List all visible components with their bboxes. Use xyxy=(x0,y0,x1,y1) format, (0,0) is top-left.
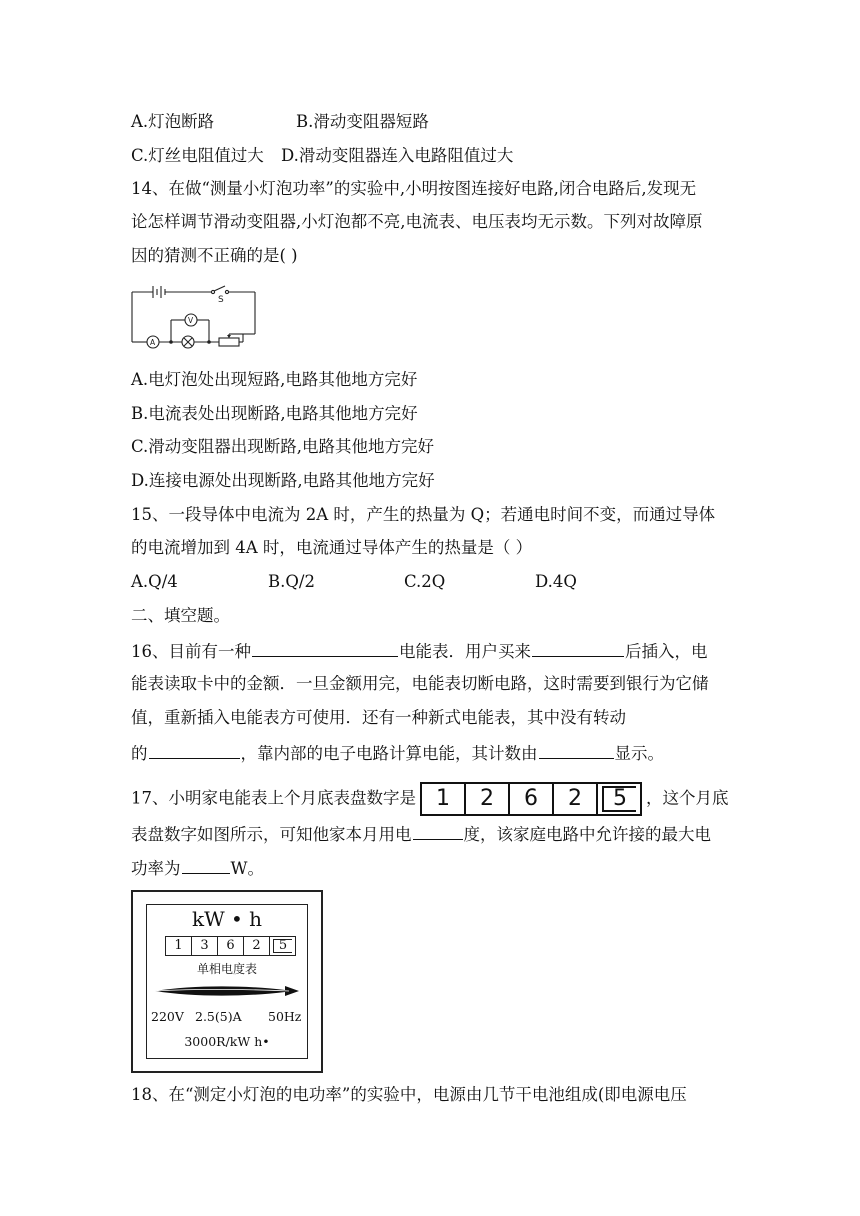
q16-line-1: 16、目前有一种 电能表．用户买来 后插入，电 xyxy=(131,639,708,663)
q17-line-3: 功率为 W。 xyxy=(131,856,264,880)
q14-stem-line-3: 因的猜测不正确的是( ) xyxy=(131,246,298,265)
meter-reading: 1 3 6 2 5 xyxy=(165,936,296,956)
meter-frequency: 50Hz xyxy=(268,1009,302,1024)
q15-option-a: A.Q/4 xyxy=(131,572,178,591)
ammeter-label: A xyxy=(150,338,156,347)
q17-line-2: 表盘数字如图所示，可知他家本月用电 度，该家庭电路中允许接的最大电 xyxy=(131,822,711,846)
q15-option-d: D.4Q xyxy=(535,572,577,591)
q17-last-month-reading: 1 2 6 2 5 xyxy=(420,782,642,816)
q14-option-a: A.电灯泡处出现短路,电路其他地方完好 xyxy=(131,370,418,389)
rheostat-symbol xyxy=(219,338,239,346)
q13-option-c: C.灯丝电阻值过大 xyxy=(131,146,264,165)
meter-current: 2.5(5)A xyxy=(195,1009,242,1024)
q15-option-c: C.2Q xyxy=(404,572,446,591)
meter-voltage: 220V xyxy=(151,1009,184,1024)
q16-blank-2[interactable] xyxy=(532,639,624,657)
q14-option-b: B.电流表处出现断路,电路其他地方完好 xyxy=(131,404,418,423)
q16-line-3: 值，重新插入电能表方可使用．还有一种新式电能表，其中没有转动 xyxy=(131,708,626,727)
electricity-meter-figure xyxy=(131,890,323,1073)
q15-option-b: B.Q/2 xyxy=(268,572,315,591)
q13-option-a: A.灯泡断路 xyxy=(131,112,215,131)
q14-stem-line-1: 14、在做“测量小灯泡功率”的实验中,小明按图连接好电路,闭合电路后,发现无 xyxy=(131,179,697,198)
q13-options-row-1 xyxy=(131,111,429,133)
q14-stem-line-2: 论怎样调节滑动变阻器,小灯泡都不亮,电流表、电压表均无示数。下列对故障原 xyxy=(131,212,703,231)
q17-blank-2[interactable] xyxy=(182,856,230,874)
meter-unit: kW • h xyxy=(191,907,263,931)
q14-option-c: C.滑动变阻器出现断路,电路其他地方完好 xyxy=(131,437,435,456)
q15-options-row xyxy=(131,571,577,593)
q14-option-d: D.连接电源处出现断路,电路其他地方完好 xyxy=(131,471,435,490)
q16-line-4: 的 ，靠内部的电子电路计算电能，其计数由 显示。 xyxy=(131,741,664,765)
q16-line-2: 能表读取卡中的金额．一旦金额用完，电能表切断电路，这时需要到银行为它储 xyxy=(131,674,709,693)
q13-option-d: D.滑动变阻器连入电路阻值过大 xyxy=(281,146,514,165)
q14-circuit-diagram xyxy=(131,282,257,354)
meter-name: 单相电度表 xyxy=(196,962,257,976)
q16-blank-1[interactable] xyxy=(252,639,398,657)
q15-stem-line-2: 的电流增加到 4A 时，电流通过导体产生的热量是（ ） xyxy=(131,538,533,557)
q13-options-row-2 xyxy=(131,145,513,167)
q18-line-1: 18、在“测定小灯泡的电功率”的实验中，电源由几节干电池组成(即电源电压 xyxy=(131,1085,687,1104)
q13-option-b: B.滑动变阻器短路 xyxy=(296,112,429,131)
switch-blade xyxy=(214,286,225,291)
switch-label: S xyxy=(218,295,224,305)
q17-line-1: 17、小明家电能表上个月底表盘数字是 1 2 6 2 5 ，这个月底 xyxy=(131,782,729,816)
electricity-meter-face xyxy=(146,904,308,1059)
meter-constant: 3000R/kW h• xyxy=(184,1034,270,1049)
q16-blank-4[interactable] xyxy=(539,741,614,759)
meter-arrow-icon xyxy=(153,981,301,1001)
q15-stem-line-1: 15、一段导体中电流为 2A 时，产生的热量为 Q；若通电时间不变，而通过导体 xyxy=(131,505,716,524)
section-title-fill-blank: 二、填空题。 xyxy=(131,606,230,625)
voltmeter-label: V xyxy=(188,316,194,325)
q16-blank-3[interactable] xyxy=(149,741,240,759)
q17-blank-1[interactable] xyxy=(413,822,463,840)
